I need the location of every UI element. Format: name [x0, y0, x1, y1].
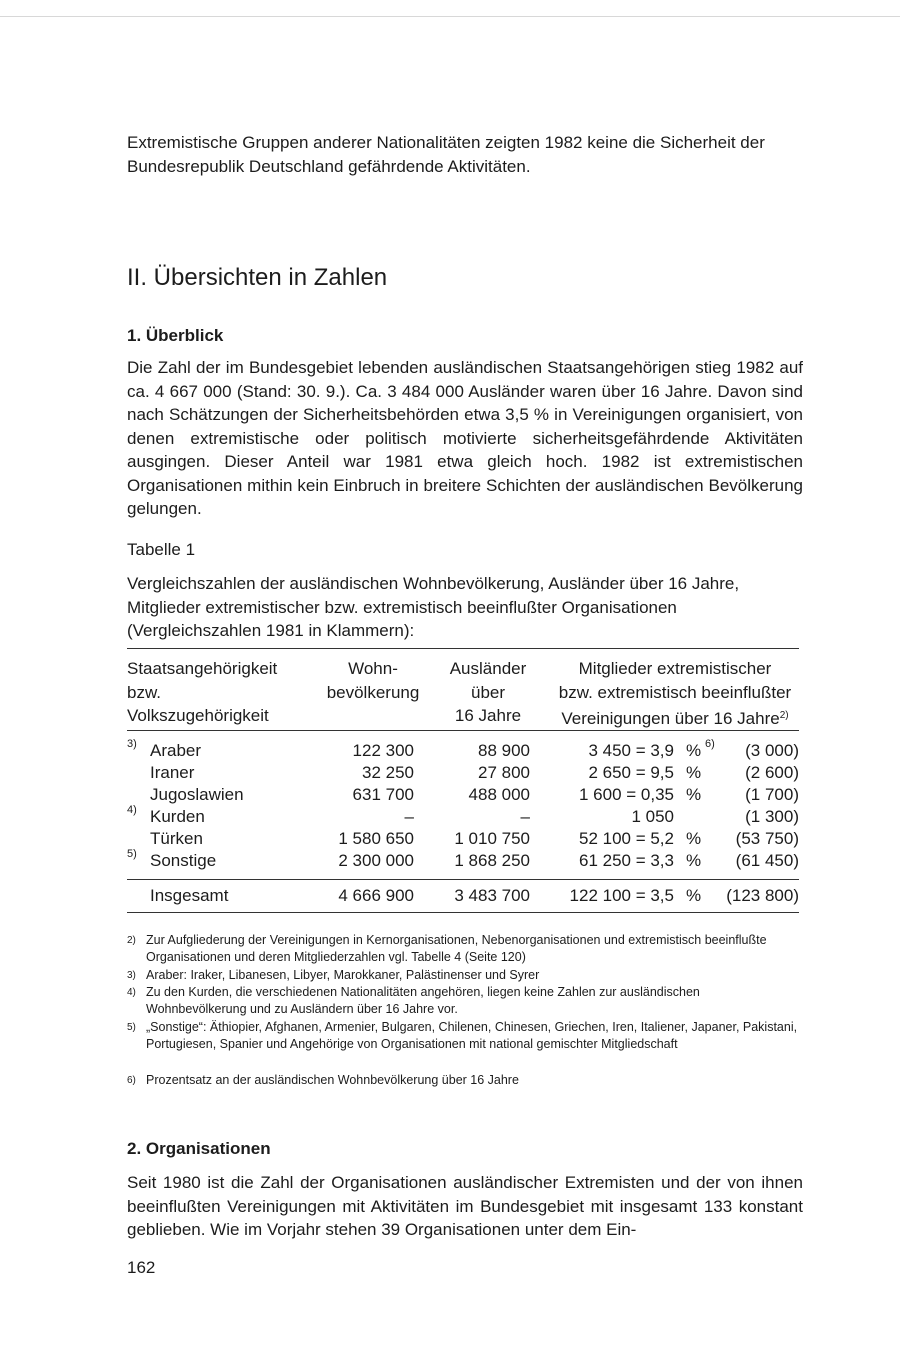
table-top-rule — [127, 648, 799, 649]
row-percent-sign: % — [686, 785, 702, 804]
row-percent-sign: % — [686, 851, 702, 870]
footnote-text: „Sonstige“: Äthiopier, Afghanen, Armenier, Bulgaren, Chilenen, Chinesen, Griechen, Iren, Italiener, Japaner, Pakistani, Portugiesen, Spanier und Angehörige von Organisationen mit national gemischter Mitgliedschaft — [146, 1020, 798, 1051]
row-nationality: Kurden — [150, 807, 205, 826]
row-population: 32 250 — [362, 763, 414, 782]
row-nationality: Jugoslawien — [150, 785, 244, 804]
row-prior-year: (2 600) — [745, 763, 799, 782]
row-percent-sign: % — [686, 741, 702, 760]
header-nationality — [127, 657, 277, 728]
header-over16-line3: 16 Jahre — [454, 706, 522, 725]
header-nationality-line3: Volkszugehörigkeit — [127, 706, 269, 725]
row-members: 61 250 = 3,3 — [578, 851, 674, 870]
header-members-line3 — [545, 704, 805, 731]
row-prior-year: (1 300) — [745, 807, 799, 826]
row-nationality: Araber — [150, 741, 202, 760]
footnote-mark: 2) — [127, 935, 136, 946]
row-population: 1 580 650 — [338, 829, 414, 848]
page-number: 162 — [127, 1258, 156, 1277]
row-over16: 88 900 — [478, 741, 530, 760]
row-over16: 27 800 — [478, 763, 530, 782]
row-population: 122 300 — [352, 741, 414, 760]
row-over16: 1 010 750 — [454, 829, 530, 848]
footnote-mark: 6) — [127, 1075, 136, 1086]
row-percent-footnote: 6) — [705, 738, 715, 750]
row-members: 2 650 = 9,5 — [588, 763, 674, 782]
header-population-line1: Wohn- — [348, 659, 398, 678]
total-population: 4 666 900 — [338, 886, 414, 905]
row-nationality: Türken — [150, 829, 203, 848]
row-percent-sign: % — [686, 829, 702, 848]
footnote-ref: 2) — [779, 710, 789, 721]
row-population: 631 700 — [352, 785, 414, 804]
row-footnote-mark: 3) — [127, 738, 137, 750]
row-over16: 1 868 250 — [454, 851, 530, 870]
header-population-line2: bevölkerung — [326, 682, 420, 702]
footnote-mark: 4) — [127, 987, 136, 998]
total-prior-year: (123 800) — [726, 886, 799, 905]
subsection-heading-overview: 1. Überblick — [127, 326, 224, 345]
footnote-mark: 5) — [127, 1022, 136, 1033]
header-nationality-line1: Staatsangehörigkeit — [127, 659, 278, 678]
total-label: Insgesamt — [150, 886, 229, 905]
total-members: 122 100 = 3,5 — [569, 886, 674, 905]
organisations-paragraph: Seit 1980 ist die Zahl der Organisationen ausländischer Extremisten und der von ihnen beeinflußten Vereinigungen mit Aktivitäten im Bundesgebiet mit insgesamt 133 konstant geblieben. Wie im Vorjahr stehen 39 Organisationen unter dem Ein- — [127, 1173, 803, 1239]
table-caption: Vergleichszahlen der ausländischen Wohnbevölkerung, Ausländer über 16 Jahre, Mitglieder extremistischer bzw. extremistisch beeinflußter Organisationen (Vergleichszahlen 1981 in Klammern): — [127, 574, 740, 640]
header-over16-line1: Ausländer — [449, 659, 527, 678]
row-members: 3 450 = 3,9 — [588, 741, 674, 760]
row-prior-year: (61 450) — [735, 851, 799, 870]
row-prior-year: (1 700) — [745, 785, 799, 804]
header-over16 — [438, 657, 538, 728]
footnote-text: Zu den Kurden, die verschiedenen Nationalitäten angehören, liegen keine Zahlen zur ausländischen Wohnbevölkerung und zu Ausländern über 16 Jahre vor. — [146, 985, 700, 1016]
footnote-text: Prozentsatz an der ausländischen Wohnbevölkerung über 16 Jahre — [146, 1073, 519, 1087]
row-nationality: Iraner — [150, 763, 195, 782]
row-population: – — [404, 807, 414, 826]
row-members: 1 050 — [631, 807, 674, 826]
footnote-text: Zur Aufgliederung der Vereinigungen in Kernorganisationen, Nebenorganisationen und extremistisch beeinflußte Organisationen und deren Mitgliederzahlen vgl. Tabelle 4 (Seite 120) — [146, 933, 767, 964]
table-total-rule — [127, 879, 799, 880]
overview-paragraph: Die Zahl der im Bundesgebiet lebenden ausländischen Staatsangehörigen stieg 1982 auf ca. 4 667 000 (Stand: 30. 9.). Ca. 3 484 000 Ausländer waren über 16 Jahre. Davon sind nach Schätzungen der Sicherheitsbehörden etwa 3,5 % in Vereinigungen organisiert, von denen extremistische oder politisch motivierte sicherheitsgefährdende Aktivitäten ausgingen. Dieser Anteil war 1981 etwa gleich hoch. 1982 ist extremistischen Organisationen mithin kein Einbruch in breitere Schichten der ausländischen Bevölkerung gelungen. — [127, 358, 803, 518]
header-members-line3-text: Vereinigungen über 16 Jahre — [561, 709, 780, 728]
row-nationality: Sonstige — [150, 851, 217, 870]
row-members: 52 100 = 5,2 — [578, 829, 674, 848]
table-bottom-rule — [127, 912, 799, 913]
scan-top-edge — [0, 16, 900, 17]
row-prior-year: (3 000) — [745, 741, 799, 760]
section-heading: II. Übersichten in Zahlen — [127, 264, 388, 291]
row-percent-sign: % — [686, 763, 702, 782]
header-members-line2: bzw. extremistisch beeinflußter — [558, 682, 792, 702]
total-over16: 3 483 700 — [454, 886, 530, 905]
header-members — [545, 657, 805, 731]
header-members-line1: Mitglieder extremistischer — [578, 659, 772, 678]
footnote-mark: 3) — [127, 970, 136, 981]
row-footnote-mark: 4) — [127, 804, 137, 816]
row-footnote-mark: 5) — [127, 848, 137, 860]
total-percent-sign: % — [686, 886, 702, 905]
row-over16: 488 000 — [468, 785, 530, 804]
row-over16: – — [520, 807, 530, 826]
header-population — [318, 657, 428, 704]
intro-paragraph: Extremistische Gruppen anderer Nationalitäten zeigten 1982 keine die Sicherheit der Bundesrepublik Deutschland gefährdende Aktivitäten. — [127, 133, 765, 176]
footnote-text: Araber: Iraker, Libanesen, Libyer, Marokkaner, Palästinenser und Syrer — [146, 968, 540, 982]
subsection-heading-organisations: 2. Organisationen — [127, 1139, 271, 1158]
row-members: 1 600 = 0,35 — [578, 785, 674, 804]
header-over16-line2: über — [470, 682, 506, 702]
header-nationality-line2: bzw. — [127, 682, 162, 702]
table-label: Tabelle 1 — [127, 540, 196, 559]
table-header-rule — [127, 730, 799, 731]
row-prior-year: (53 750) — [735, 829, 799, 848]
row-population: 2 300 000 — [338, 851, 414, 870]
